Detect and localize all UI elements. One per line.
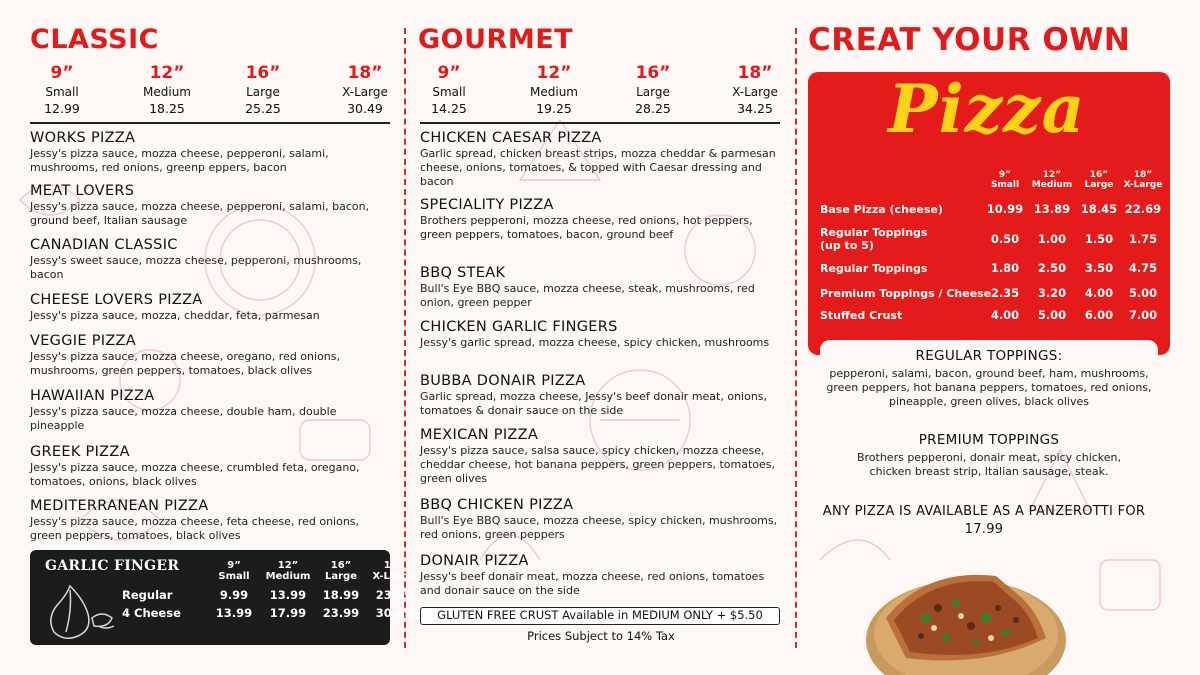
premium-toppings-list: Brothers pepperoni, donair meat, spicy chicken, chicken breast strip, Italian sausage, steak. — [856, 451, 1122, 478]
item-desc: Jessy's pizza sauce, mozza cheese, pepperoni, salami, mushrooms, red onions, greenp eppers, bacon — [30, 147, 329, 174]
gf-header-medium: 12” Medium — [265, 560, 311, 582]
cyo-price: 1.00 — [1037, 232, 1067, 246]
size-name: Small — [432, 85, 466, 99]
size-price: 14.25 — [431, 101, 467, 116]
cyo-price: 13.89 — [1033, 202, 1071, 216]
cyo-row-label: Stuffed Crust — [820, 309, 903, 322]
menu-item — [420, 264, 782, 310]
size-inch: 18” — [737, 63, 773, 83]
size-inch: 9” — [50, 63, 74, 83]
cyo-price: 0.50 — [990, 232, 1020, 246]
item-desc: Jessy's garlic spread, mozza cheese, spicy chicken, mushrooms — [420, 336, 770, 349]
cyo-row-label: Regular Toppings (up to 5) — [820, 226, 928, 252]
gf-header-large: 16” Large — [325, 560, 357, 582]
gourmet-title: GOURMET — [418, 24, 574, 55]
create-your-own-price-box — [808, 72, 1170, 355]
item-name: MEAT LOVERS — [30, 183, 135, 199]
pizza-image — [866, 548, 1066, 675]
column-divider-1 — [404, 28, 406, 648]
size-inch: 18” — [347, 63, 383, 83]
classic-title: CLASSIC — [30, 24, 159, 55]
size-price: 30.49 — [347, 101, 383, 116]
menu-item — [420, 318, 782, 350]
gluten-free-note: GLUTEN FREE CRUST Available in MEDIUM ONLY + $5.50 — [420, 607, 780, 625]
size-price: 25.25 — [245, 101, 281, 116]
item-name: GREEK PIZZA — [30, 444, 130, 460]
item-desc: Bull's Eye BBQ sauce, mozza cheese, steak, mushrooms, red onion, green pepper — [420, 282, 755, 309]
cyo-price: 1.80 — [990, 261, 1020, 275]
size-inch: 9” — [437, 63, 461, 83]
menu-item — [420, 496, 782, 542]
item-name: SPECIALITY PIZZA — [420, 197, 554, 213]
size-medium — [132, 62, 202, 118]
gf-price: 23.49 — [375, 588, 413, 602]
gf-price: 13.99 — [269, 588, 307, 602]
classic-column — [30, 0, 416, 675]
size-large — [228, 62, 298, 118]
item-desc: Jessy's pizza sauce, mozza cheese, crumbled feta, oregano, tomatoes, onions, black olives — [30, 461, 360, 488]
item-name: BBQ STEAK — [420, 265, 506, 281]
size-name: Small — [45, 85, 79, 99]
item-desc: Bull's Eye BBQ sauce, mozza cheese, spicy chicken, mushrooms, red onions, green peppers — [420, 514, 778, 541]
item-name: VEGGIE PIZZA — [30, 333, 137, 349]
menu-item — [30, 129, 392, 175]
cyo-price: 5.00 — [1037, 308, 1067, 322]
menu-item — [30, 443, 392, 489]
item-desc: Jessy's pizza sauce, mozza cheese, oregano, red onions, mushrooms, green peppers, tomatoes, black olives — [30, 350, 340, 377]
regular-toppings-title: REGULAR TOPPINGS: — [915, 348, 1063, 364]
menu-item — [30, 236, 392, 282]
size-inch: 16” — [635, 63, 671, 83]
item-desc: Jessy's pizza sauce, mozza, cheddar, feta, parmesan — [30, 309, 320, 322]
gf-price: 18.99 — [322, 588, 360, 602]
cyo-price: 3.20 — [1037, 286, 1067, 300]
premium-toppings-title: PREMIUM TOPPINGS — [918, 432, 1060, 448]
menu-item — [420, 426, 782, 486]
item-name: WORKS PIZZA — [30, 130, 136, 146]
cyo-price: 3.50 — [1084, 261, 1114, 275]
garlic-icon — [42, 578, 122, 640]
cyo-price: 4.75 — [1128, 261, 1158, 275]
item-desc: Jessy's pizza sauce, salsa sauce, spicy chicken, mozza cheese, cheddar cheese, hot banana peppers, green peppers, tomatoes, green olives — [420, 444, 775, 485]
item-name: DONAIR PIZZA — [420, 553, 529, 569]
size-medium — [519, 62, 589, 118]
gf-price: 13.99 — [215, 606, 253, 620]
gf-header-small: 9” Small — [218, 560, 250, 582]
cyo-price: 4.00 — [1084, 286, 1114, 300]
size-inch: 12” — [149, 63, 185, 83]
gf-row-label: Regular — [122, 588, 173, 602]
item-name: CHEESE LOVERS PIZZA — [30, 292, 203, 308]
garlic-finger-box — [30, 550, 416, 645]
size-name: Large — [246, 85, 280, 99]
panzerotti-note: ANY PIZZA IS AVAILABLE AS A PANZEROTTI FOR 17.99 — [822, 504, 1146, 537]
size-xlarge — [330, 62, 400, 118]
cyo-price: 22.69 — [1124, 202, 1162, 216]
cyo-row-label: Base Pizza (cheese) — [820, 203, 943, 216]
menu-item — [420, 552, 782, 598]
cyo-header-small: 9” Small — [990, 170, 1020, 190]
cyo-price: 6.00 — [1084, 308, 1114, 322]
size-name: Large — [636, 85, 670, 99]
garlic-finger-title: GARLIC FINGER — [45, 558, 180, 574]
size-large — [618, 62, 688, 118]
gourmet-size-header — [420, 62, 780, 124]
regular-toppings-list: pepperoni, salami, bacon, ground beef, ham, mushrooms, green peppers, hot banana peppers, tomatoes, red onions, pineapple, green olives, black olives — [826, 367, 1152, 408]
cyo-price: 7.00 — [1128, 308, 1158, 322]
item-name: CANADIAN CLASSIC — [30, 237, 178, 253]
gf-row-label: 4 Cheese — [122, 606, 181, 620]
cyo-price: 1.75 — [1128, 232, 1158, 246]
item-name: BUBBA DONAIR PIZZA — [420, 373, 586, 389]
menu-item — [420, 129, 782, 189]
size-inch: 12” — [536, 63, 572, 83]
size-small — [414, 62, 484, 118]
item-name: HAWAIIAN PIZZA — [30, 388, 155, 404]
tax-note: Prices Subject to 14% Tax — [527, 629, 675, 643]
item-desc: Jessy's pizza sauce, mozza cheese, feta cheese, red onions, green peppers, tomatoes, black olives — [30, 515, 360, 542]
cyo-header-medium: 12” Medium — [1031, 170, 1073, 190]
item-name: CHICKEN GARLIC FINGERS — [420, 319, 618, 335]
item-desc: Jessy's pizza sauce, mozza cheese, double ham, double pineapple — [30, 405, 337, 432]
cyo-price: 10.99 — [986, 202, 1024, 216]
item-desc: Jessy's sweet sauce, mozza cheese, pepperoni, mushrooms, bacon — [30, 254, 362, 281]
item-desc: Brothers pepperoni, mozza cheese, red onions, hot peppers, green peppers, tomatoes, bacon, ground beef — [420, 214, 753, 241]
classic-size-header — [30, 62, 390, 124]
menu-item — [30, 332, 392, 378]
menu-item — [30, 497, 392, 543]
size-price: 19.25 — [536, 101, 572, 116]
size-inch: 16” — [245, 63, 281, 83]
size-small — [27, 62, 97, 118]
size-price: 12.99 — [44, 101, 80, 116]
menu-item — [420, 196, 782, 242]
item-name: BBQ CHICKEN PIZZA — [420, 497, 574, 513]
menu-item — [30, 291, 392, 323]
size-name: X-Large — [342, 85, 388, 99]
size-price: 34.25 — [737, 101, 773, 116]
cyo-price: 5.00 — [1128, 286, 1158, 300]
item-desc: Garlic spread, mozza cheese, Jessy's beef donair meat, onions, tomatoes & donair sauce on the side — [420, 390, 768, 417]
cyo-header-xlarge: 18” X-Large — [1123, 170, 1163, 190]
cyo-price: 18.45 — [1080, 202, 1118, 216]
item-name: CHICKEN CAESAR PIZZA — [420, 130, 602, 146]
gf-price: 9.99 — [219, 588, 249, 602]
size-price: 18.25 — [149, 101, 185, 116]
item-desc: Jessy's beef donair meat, mozza cheese, red onions, tomatoes and donair sauce on the side — [420, 570, 765, 597]
cyo-price: 1.50 — [1084, 232, 1114, 246]
gf-price: 30.49 — [375, 606, 413, 620]
size-name: Medium — [530, 85, 578, 99]
cyo-header-large: 16” Large — [1084, 170, 1114, 190]
item-desc: Jessy's pizza sauce, mozza cheese, pepperoni, salami, bacon, ground beef, Italian sausage — [30, 200, 370, 227]
gf-price: 23.99 — [322, 606, 360, 620]
create-your-own-column — [808, 0, 1170, 675]
size-price: 28.25 — [635, 101, 671, 116]
cyo-price: 2.35 — [990, 286, 1020, 300]
item-name: MEXICAN PIZZA — [420, 427, 539, 443]
item-name: MEDITERRANEAN PIZZA — [30, 498, 209, 514]
cyo-price: 2.50 — [1037, 261, 1067, 275]
menu-item — [30, 182, 392, 228]
cyo-row-label: Regular Toppings — [820, 262, 928, 275]
gourmet-column — [420, 0, 782, 675]
create-your-own-title: CREAT YOUR OWN — [808, 22, 1131, 58]
cyo-row-label: Premium Toppings / Cheese — [820, 287, 992, 300]
size-name: Medium — [143, 85, 191, 99]
cyo-price: 4.00 — [990, 308, 1020, 322]
item-desc: Garlic spread, chicken breast strips, mozza cheddar & parmesan cheese, onions, tomatoes, & topped with Caesar dressing and bacon — [420, 147, 776, 188]
gf-price: 17.99 — [269, 606, 307, 620]
column-divider-2 — [795, 28, 797, 648]
menu-item — [420, 372, 782, 418]
gf-header-xlarge: 18” X-Large — [372, 560, 416, 582]
pizza-script-title: Pizza — [888, 70, 1086, 148]
size-xlarge — [720, 62, 790, 118]
menu-item — [30, 387, 392, 433]
size-name: X-Large — [732, 85, 778, 99]
